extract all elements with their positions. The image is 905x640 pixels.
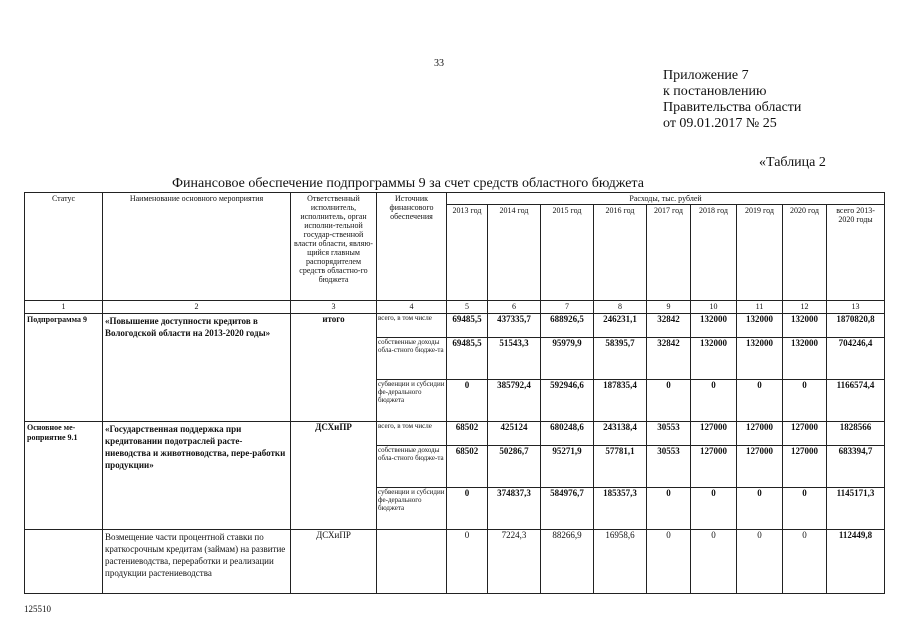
header-year: 2016 год xyxy=(594,205,647,301)
value-cell: 0 xyxy=(691,488,737,530)
value-cell: 0 xyxy=(447,488,488,530)
footer-code: 125510 xyxy=(24,604,51,614)
responsible-cell: итого xyxy=(291,314,377,422)
value-cell: 50286,7 xyxy=(488,446,541,488)
name-cell: «Повышение доступности кредитов в Вологодской области на 2013-2020 годы» xyxy=(103,314,291,422)
name-cell: Возмещение части процентной ставки по краткосрочным кредитам (займам) на развитие растениеводства, переработки и реализации продукции растениеводства xyxy=(103,530,291,594)
header-year: 2013 год xyxy=(447,205,488,301)
value-cell: 68502 xyxy=(447,422,488,446)
value-cell: 243138,4 xyxy=(594,422,647,446)
value-cell: 0 xyxy=(737,488,783,530)
value-cell: 0 xyxy=(647,488,691,530)
value-cell: 127000 xyxy=(691,446,737,488)
header-status: Статус xyxy=(25,193,103,301)
value-cell: 185357,3 xyxy=(594,488,647,530)
value-cell: 127000 xyxy=(737,446,783,488)
value-cell: 0 xyxy=(691,380,737,422)
value-cell: 69485,5 xyxy=(447,338,488,380)
source-cell: субвенции и субсидии фе-дерального бюджета xyxy=(377,380,447,422)
value-cell: 584976,7 xyxy=(541,488,594,530)
value-cell: 127000 xyxy=(783,422,827,446)
value-cell: 0 xyxy=(447,380,488,422)
value-cell: 32842 xyxy=(647,314,691,338)
value-cell: 51543,3 xyxy=(488,338,541,380)
document-title: Финансовое обеспечение подпрограммы 9 за счет средств областного бюджета xyxy=(172,176,644,191)
value-cell: 127000 xyxy=(783,446,827,488)
source-cell: собственные доходы обла-стного бюдже-та xyxy=(377,446,447,488)
column-number: 8 xyxy=(594,301,647,314)
source-cell: собственные доходы обла-стного бюдже-та xyxy=(377,338,447,380)
appendix-line: Правительства области xyxy=(663,100,802,115)
value-cell: 95271,9 xyxy=(541,446,594,488)
column-number: 10 xyxy=(691,301,737,314)
value-cell: 30553 xyxy=(647,446,691,488)
value-cell: 437335,7 xyxy=(488,314,541,338)
value-cell: 0 xyxy=(647,380,691,422)
value-cell: 683394,7 xyxy=(827,446,885,488)
header-name: Наименование основного мероприятия xyxy=(103,193,291,301)
header-year: 2017 год xyxy=(647,205,691,301)
value-cell: 425124 xyxy=(488,422,541,446)
column-number: 5 xyxy=(447,301,488,314)
value-cell: 704246,4 xyxy=(827,338,885,380)
appendix-block xyxy=(663,68,801,132)
source-cell-empty xyxy=(377,530,447,594)
value-cell: 32842 xyxy=(647,338,691,380)
status-cell-empty xyxy=(25,530,103,594)
value-cell: 1166574,4 xyxy=(827,380,885,422)
value-cell: 16958,6 xyxy=(594,530,647,594)
header-year: 2015 год xyxy=(541,205,594,301)
appendix-line: к постановлению xyxy=(663,84,767,99)
value-cell: 88266,9 xyxy=(541,530,594,594)
value-cell: 30553 xyxy=(647,422,691,446)
header-year: 2019 год xyxy=(737,205,783,301)
responsible-cell: ДСХиПР xyxy=(291,422,377,530)
column-number: 12 xyxy=(783,301,827,314)
header-source: Источник финансового обеспечения xyxy=(377,193,447,301)
column-number: 11 xyxy=(737,301,783,314)
source-cell: всего, в том числе xyxy=(377,314,447,338)
source-cell: субвенции и субсидии фе-дерального бюджета xyxy=(377,488,447,530)
column-number: 2 xyxy=(103,301,291,314)
page-number: 33 xyxy=(434,58,444,69)
value-cell: 374837,3 xyxy=(488,488,541,530)
value-cell: 132000 xyxy=(783,314,827,338)
value-cell: 385792,4 xyxy=(488,380,541,422)
column-number: 1 xyxy=(25,301,103,314)
value-cell: 0 xyxy=(647,530,691,594)
value-cell: 1870820,8 xyxy=(827,314,885,338)
value-cell: 0 xyxy=(783,530,827,594)
table-row xyxy=(25,314,885,338)
value-cell: 0 xyxy=(783,488,827,530)
table-reference: «Таблица 2 xyxy=(759,155,826,170)
status-cell: Основное ме-роприятие 9.1 xyxy=(25,422,103,530)
value-cell: 132000 xyxy=(783,338,827,380)
value-cell: 688926,5 xyxy=(541,314,594,338)
value-cell: 0 xyxy=(737,380,783,422)
value-cell: 132000 xyxy=(737,314,783,338)
value-cell: 132000 xyxy=(691,314,737,338)
header-year-total: всего 2013-2020 годы xyxy=(827,205,885,301)
value-cell: 95979,9 xyxy=(541,338,594,380)
value-cell: 58395,7 xyxy=(594,338,647,380)
value-cell: 0 xyxy=(691,530,737,594)
value-cell: 592946,6 xyxy=(541,380,594,422)
appendix-line: от 09.01.2017 № 25 xyxy=(663,116,777,131)
value-cell: 1828566 xyxy=(827,422,885,446)
column-number-row xyxy=(25,301,885,314)
column-number: 6 xyxy=(488,301,541,314)
column-number: 3 xyxy=(291,301,377,314)
header-year: 2018 год xyxy=(691,205,737,301)
appendix-line: Приложение 7 xyxy=(663,68,749,83)
table-row xyxy=(25,530,885,594)
value-cell: 680248,6 xyxy=(541,422,594,446)
value-cell: 0 xyxy=(447,530,488,594)
value-cell: 127000 xyxy=(691,422,737,446)
financing-table xyxy=(24,192,885,594)
header-responsible: Ответственный исполнитель, исполнитель, орган исполни-тельной государ-ственной власти области, являю-щийся главным распорядителем средств областно-го бюджета xyxy=(291,193,377,301)
value-cell: 127000 xyxy=(737,422,783,446)
value-cell: 132000 xyxy=(737,338,783,380)
header-year: 2020 год xyxy=(783,205,827,301)
column-number: 7 xyxy=(541,301,594,314)
status-cell: Подпрограмма 9 xyxy=(25,314,103,422)
value-cell: 69485,5 xyxy=(447,314,488,338)
value-cell: 68502 xyxy=(447,446,488,488)
value-cell: 132000 xyxy=(691,338,737,380)
value-cell: 0 xyxy=(783,380,827,422)
column-number: 4 xyxy=(377,301,447,314)
value-cell: 187835,4 xyxy=(594,380,647,422)
value-cell: 0 xyxy=(737,530,783,594)
source-cell: всего, в том числе xyxy=(377,422,447,446)
column-number: 9 xyxy=(647,301,691,314)
header-expenses: Расходы, тыс. рублей xyxy=(447,193,885,205)
table-row xyxy=(25,422,885,446)
column-number: 13 xyxy=(827,301,885,314)
value-cell: 7224,3 xyxy=(488,530,541,594)
value-cell: 1145171,3 xyxy=(827,488,885,530)
name-cell: «Государственная поддержка при кредитовании подотраслей расте-ниеводства и животноводства, пере-работки продукции» xyxy=(103,422,291,530)
responsible-cell: ДСХиПР xyxy=(291,530,377,594)
value-cell: 246231,1 xyxy=(594,314,647,338)
header-year: 2014 год xyxy=(488,205,541,301)
value-cell: 57781,1 xyxy=(594,446,647,488)
value-cell: 112449,8 xyxy=(827,530,885,594)
